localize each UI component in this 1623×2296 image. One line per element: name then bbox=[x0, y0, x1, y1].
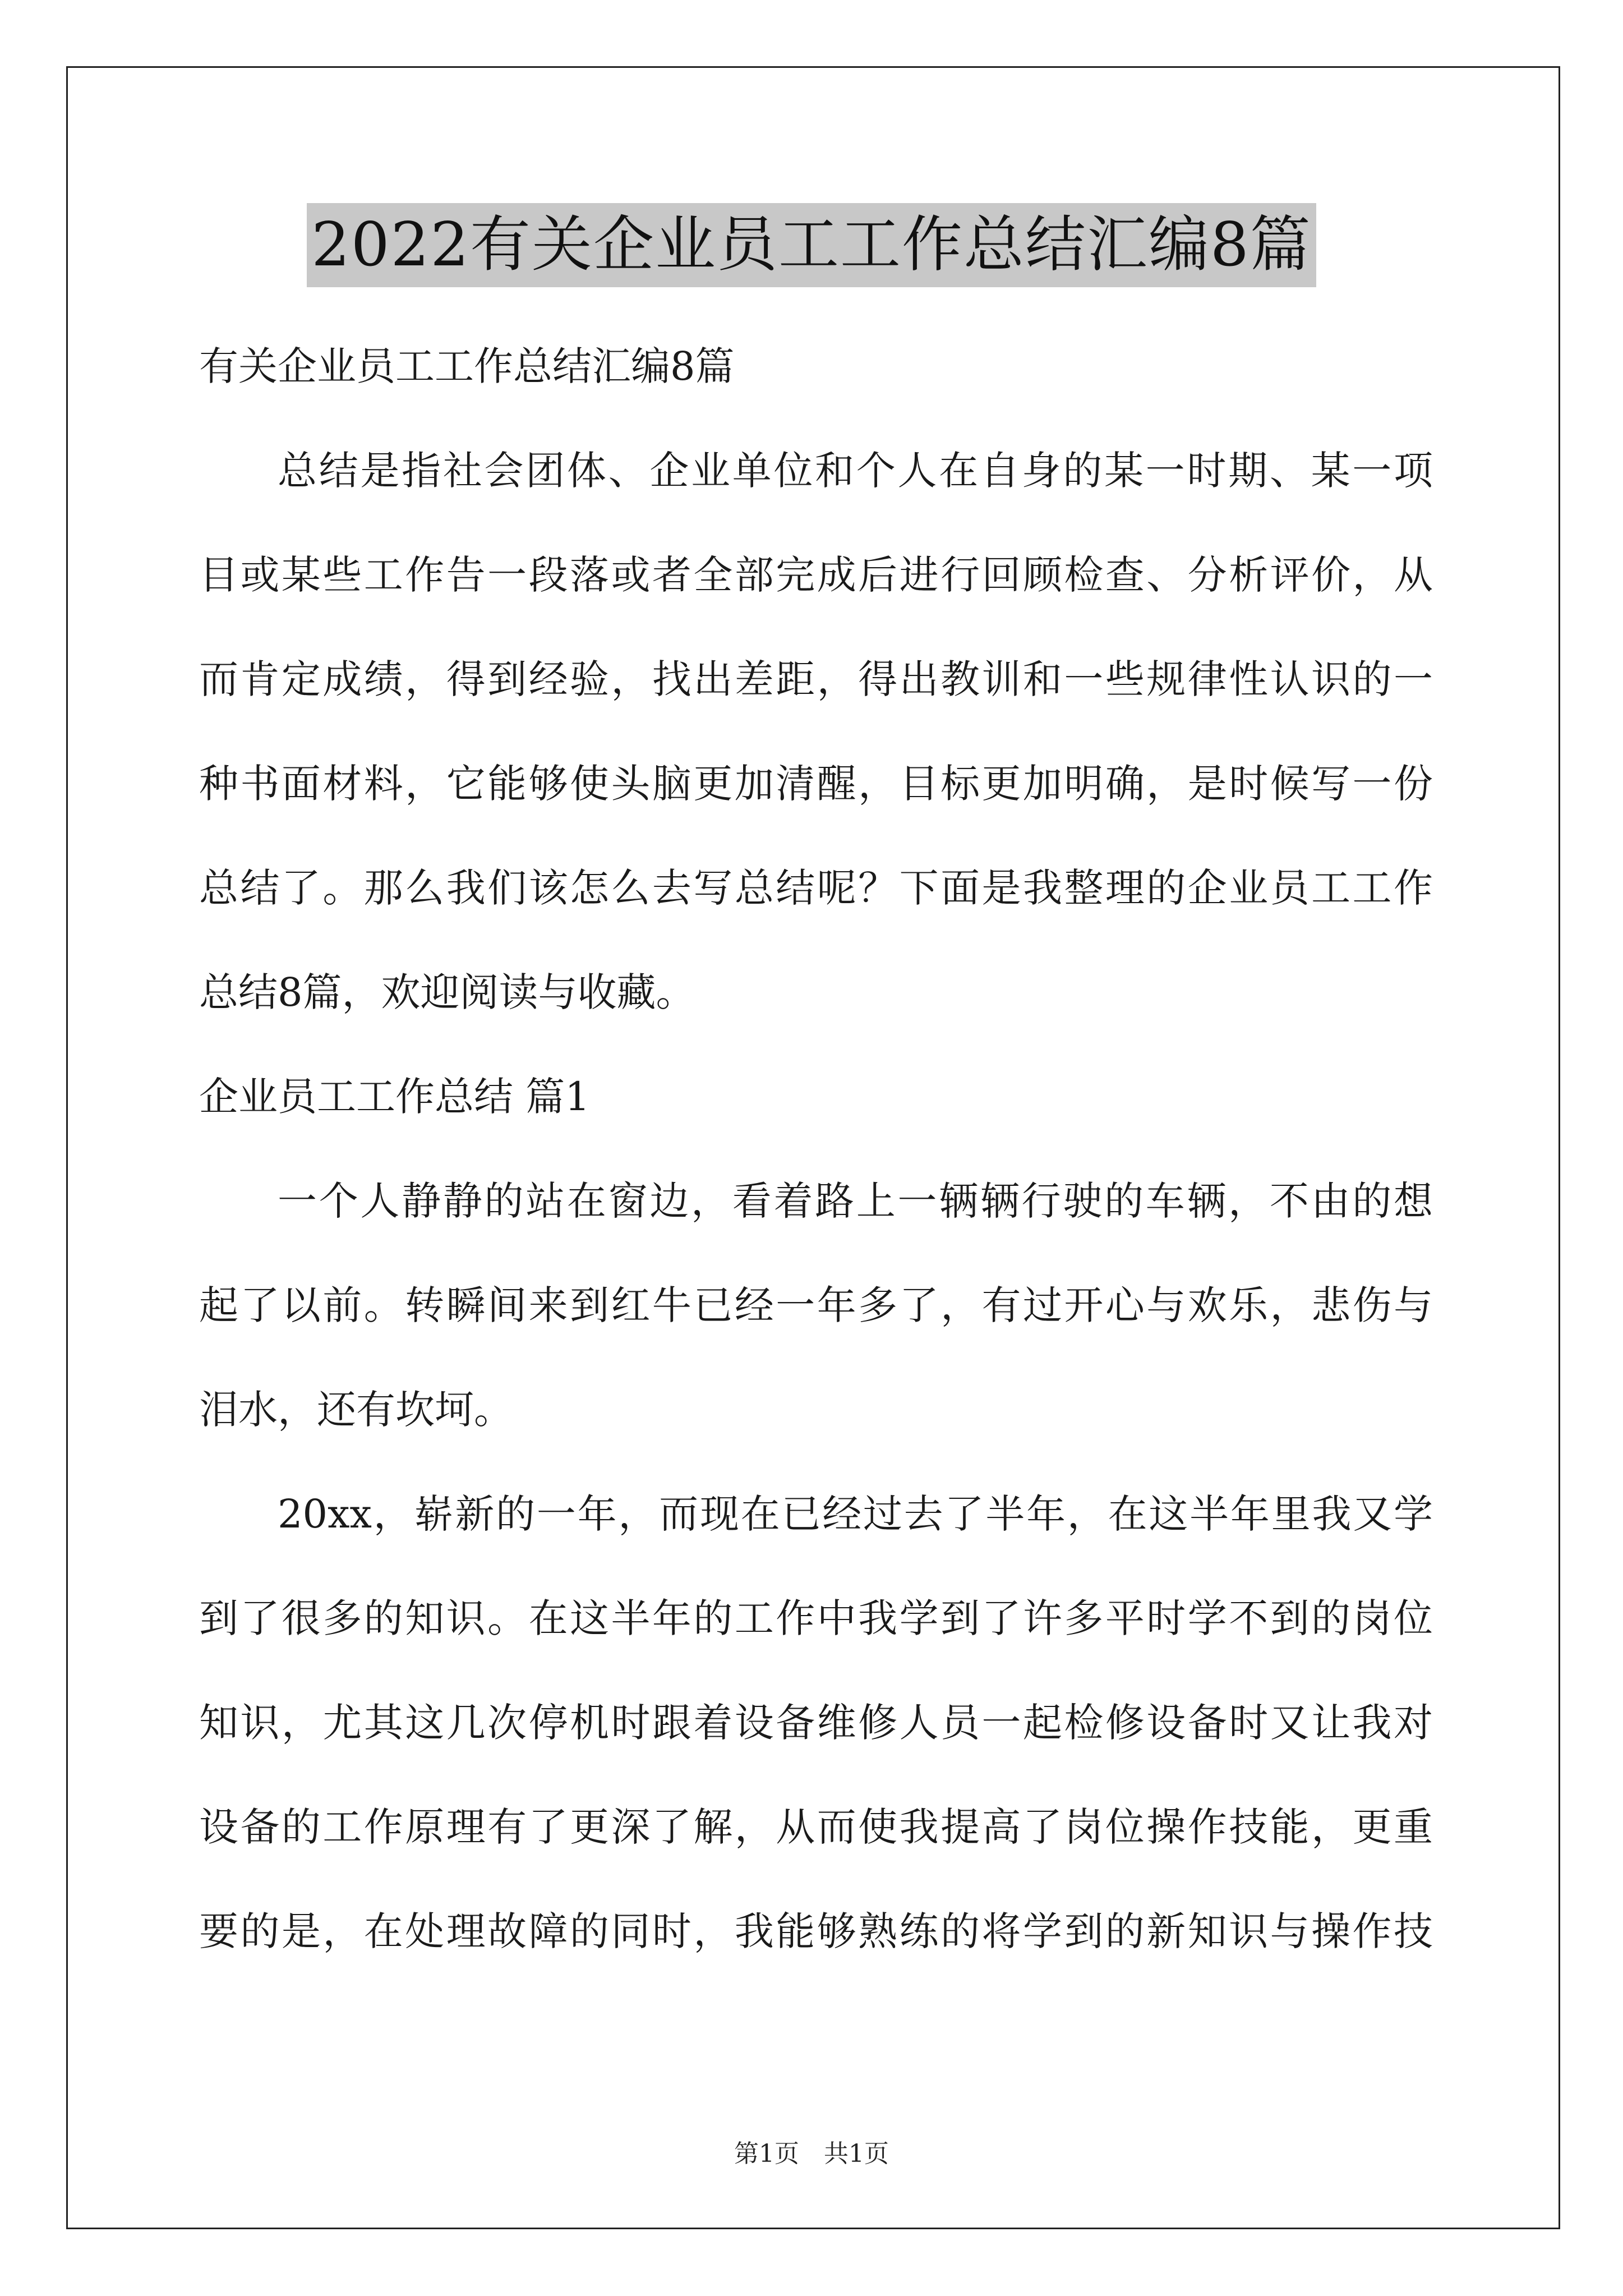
text-line: 20xx，崭新的一年，而现在已经过去了半年，在这半年里我又学 bbox=[278, 1491, 1433, 1537]
text-line: 起了以前。转瞬间来到红牛已经一年多了，有过开心与欢乐，悲伤与 bbox=[199, 1282, 1433, 1328]
page-number-current: 第1页 bbox=[734, 2139, 799, 2168]
text-line: 种书面材料，它能够使头脑更加清醒，目标更加明确，是时候写一份 bbox=[199, 761, 1433, 807]
text-line: 企业员工工作总结 篇1 bbox=[199, 1074, 590, 1120]
text-line: 目或某些工作告一段落或者全部完成后进行回顾检查、分析评价，从 bbox=[199, 552, 1433, 598]
page-footer bbox=[0, 2137, 1623, 2171]
text-line: 知识，尤其这几次停机时跟着设备维修人员一起检修设备时又让我对 bbox=[199, 1700, 1433, 1746]
document-body bbox=[199, 314, 1433, 1984]
document-title: 2022有关企业员工工作总结汇编8篇 bbox=[307, 203, 1316, 287]
text-line: 总结8篇，欢迎阅读与收藏。 bbox=[199, 969, 695, 1015]
text-line: 要的是，在处理故障的同时，我能够熟练的将学到的新知识与操作技 bbox=[199, 1908, 1433, 1954]
page-number-total: 共1页 bbox=[824, 2139, 889, 2168]
text-line: 总结是指社会团体、企业单位和个人在自身的某一时期、某一项 bbox=[278, 448, 1433, 494]
title-container bbox=[0, 203, 1623, 287]
text-line: 一个人静静的站在窗边，看着路上一辆辆行驶的车辆，不由的想 bbox=[278, 1178, 1433, 1224]
text-line: 设备的工作原理有了更深了解，从而使我提高了岗位操作技能，更重 bbox=[199, 1804, 1433, 1850]
text-line: 总结了。那么我们该怎么去写总结呢？下面是我整理的企业员工工作 bbox=[199, 865, 1433, 911]
text-line: 泪水，还有坎坷。 bbox=[199, 1387, 513, 1433]
text-line: 而肯定成绩，得到经验，找出差距，得出教训和一些规律性认识的一 bbox=[199, 656, 1433, 702]
text-line: 到了很多的知识。在这半年的工作中我学到了许多平时学不到的岗位 bbox=[199, 1595, 1433, 1641]
text-line: 有关企业员工工作总结汇编8篇 bbox=[199, 343, 735, 389]
